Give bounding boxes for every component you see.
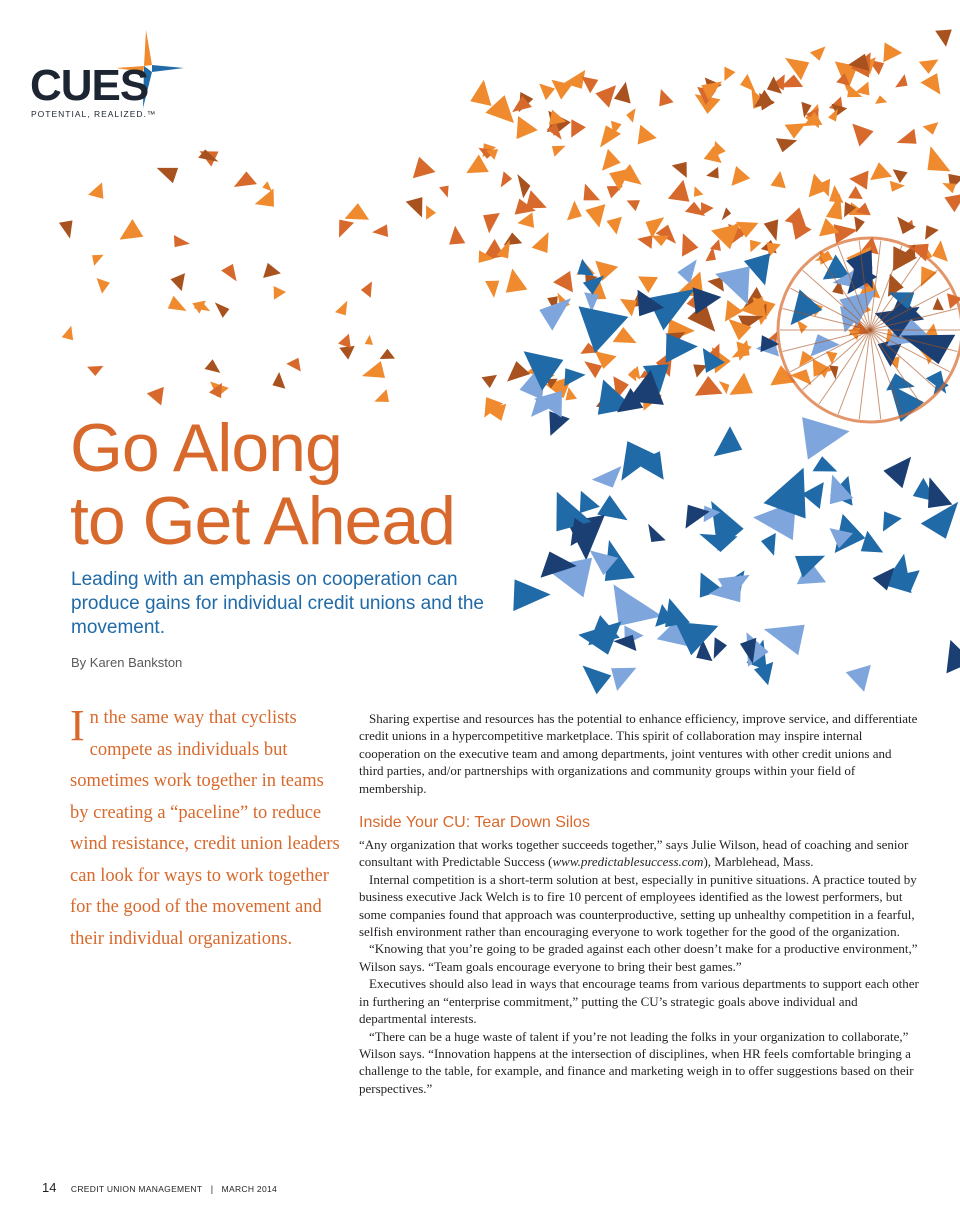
triangle-shard xyxy=(120,219,144,240)
article-deck: Leading with an emphasis on cooperation can produce gains for individual credit unions and the movement. xyxy=(71,569,484,638)
triangle-shard xyxy=(168,296,187,311)
triangle-shard xyxy=(501,171,512,187)
triangle-shard xyxy=(372,224,388,237)
triangle-shard xyxy=(582,77,599,94)
triangle-shard xyxy=(255,189,274,207)
website-link[interactable]: www.predictablesuccess.com xyxy=(552,854,704,870)
triangle-shard xyxy=(699,534,737,552)
page-number: 14 xyxy=(42,1180,57,1195)
body-paragraph-1: Sharing expertise and resources has the potential to enhance efficiency, improve service, and differentiate credit unions in a hypercompetitive marketplace. This spirit of collaboration may inspire internal cooperation on the executive team and among departments, joint ventures with other credit unions and third parties, and/or partnerships with organizations and community groups within your field of membership. xyxy=(359,711,918,796)
triangle-shard xyxy=(580,491,600,513)
triangle-shard xyxy=(637,235,652,249)
triangle-shard xyxy=(925,225,939,240)
triangle-shard xyxy=(338,334,351,349)
triangle-shard xyxy=(97,278,110,294)
triangle-shard xyxy=(517,212,534,228)
logo-wordmark: CUES xyxy=(30,61,149,110)
triangle-shard xyxy=(362,361,385,378)
triangle-shard xyxy=(592,466,622,488)
triangle-shard xyxy=(215,302,230,318)
triangle-shard xyxy=(870,162,892,180)
triangle-shard xyxy=(147,387,164,406)
triangle-shard xyxy=(263,263,281,278)
triangle-shard xyxy=(883,42,902,62)
triangle-shard xyxy=(485,95,514,123)
triangle-shard xyxy=(517,174,530,198)
triangle-shard xyxy=(553,271,573,293)
triangle-shard xyxy=(897,129,917,144)
triangle-shard xyxy=(764,219,779,241)
triangle-shard xyxy=(724,67,735,82)
triangle-shard xyxy=(274,286,286,300)
body-paragraph-3: Internal competition is a short-term solution at best, especially in punitive situations. A practice touted by business executive Jack Welch is to fire 10 percent of employees identified as the lowest performers, but some companies found that approach was counterproductive, setting up unhealthy competition in a fearful, selfish environment rather than encouraging everyone to work together for the good of the organization. xyxy=(359,871,917,940)
triangle-shard xyxy=(205,359,221,373)
cues-logo xyxy=(30,30,190,125)
triangle-shard xyxy=(701,202,714,216)
paragraph-2-start: “Any organization that works together succeeds together,” says Julie Wilson, head of coaching and senior consultant with Predictable Success ( xyxy=(359,837,909,870)
triangle-shard xyxy=(157,168,178,183)
triangle-shard xyxy=(932,240,948,261)
triangle-shard xyxy=(87,366,103,376)
triangle-shard xyxy=(466,155,489,174)
triangle-shard xyxy=(890,384,924,422)
triangle-shard xyxy=(513,579,550,611)
byline: By Karen Bankston xyxy=(71,655,183,670)
triangle-shard xyxy=(776,138,797,152)
triangle-shard xyxy=(890,181,905,192)
triangle-shard xyxy=(406,197,423,217)
triangle-shard xyxy=(171,273,186,291)
triangle-shard xyxy=(764,625,805,656)
triangle-shard xyxy=(802,417,850,460)
triangle-shard xyxy=(706,167,719,179)
title-line-1: Go Along xyxy=(70,410,342,486)
triangle-shard xyxy=(875,95,887,104)
body-paragraph-2 xyxy=(359,836,919,871)
triangle-shard xyxy=(482,375,498,388)
triangle-shard xyxy=(883,511,902,531)
triangle-shard xyxy=(785,123,806,138)
triangle-shard xyxy=(861,531,883,553)
triangle-shard xyxy=(928,477,952,508)
triangle-shard xyxy=(852,124,873,147)
triangle-shard xyxy=(665,598,690,627)
triangle-shard xyxy=(921,266,937,286)
triangle-shard xyxy=(652,236,669,247)
triangle-shard xyxy=(846,665,871,692)
triangle-shard xyxy=(740,74,755,92)
triangle-shard xyxy=(810,46,826,60)
triangle-shard xyxy=(339,346,354,360)
triangle-shard xyxy=(714,426,743,456)
section-subhead: Inside Your CU: Tear Down Silos xyxy=(359,814,590,832)
body-paragraph-5: Executives should also lead in ways that encourage teams from various departments to support each other in furthering an “enterprise commitment,” putting the CU’s strategic goals above individual and departmental interests. xyxy=(359,976,919,1027)
page-footer xyxy=(42,1179,277,1197)
triangle-shard xyxy=(571,119,586,137)
triangle-shard xyxy=(695,376,723,396)
title-line-2: to Get Ahead xyxy=(70,483,455,559)
triangle-shard xyxy=(335,301,347,316)
triangle-shard xyxy=(920,73,940,94)
triangle-shard xyxy=(682,233,698,256)
triangle-shard xyxy=(919,59,939,74)
triangle-shard xyxy=(62,326,73,340)
triangle-shard xyxy=(614,82,631,104)
triangle-shard xyxy=(944,193,960,212)
triangle-shard xyxy=(565,387,577,400)
triangle-shard xyxy=(380,349,395,359)
triangle-shard xyxy=(483,213,500,233)
triangle-shard xyxy=(221,264,237,282)
triangle-shard xyxy=(345,203,370,220)
triangle-shard xyxy=(234,171,257,187)
triangle-shard xyxy=(92,255,104,266)
triangle-shard xyxy=(361,281,372,297)
triangle-shard xyxy=(668,180,690,202)
triangle-shard xyxy=(638,276,658,293)
triangle-shard xyxy=(791,289,823,325)
triangle-shard xyxy=(737,341,752,361)
triangle-shard xyxy=(552,146,566,157)
triangle-shard xyxy=(413,157,436,179)
triangle-shard xyxy=(577,259,594,276)
triangle-shard xyxy=(849,171,868,190)
triangle-shard xyxy=(470,80,491,106)
triangle-shard xyxy=(928,146,951,171)
pull-quote-text: n the same way that cyclists compete as individuals but sometimes work together in teams by creating a “paceline” to reduce wind resistance, credit union leaders can look for ways to work together for the good of the movement and their individual organizations. xyxy=(70,708,340,949)
triangle-shard xyxy=(88,182,103,198)
triangle-shard xyxy=(532,232,549,253)
triangle-shard xyxy=(826,351,837,364)
triangle-shard xyxy=(732,166,751,186)
triangle-shard xyxy=(614,584,663,625)
triangle-shard xyxy=(848,186,863,199)
triangle-shard xyxy=(828,109,838,122)
triangle-shard xyxy=(374,389,389,402)
triangle-shard xyxy=(567,201,582,221)
triangle-shard xyxy=(659,89,673,106)
triangle-shard xyxy=(771,171,786,188)
triangle-shard xyxy=(504,233,523,246)
publication-name: CREDIT UNION MANAGEMENT xyxy=(70,1184,203,1194)
triangle-shard xyxy=(893,169,908,183)
triangle-shard xyxy=(638,125,657,145)
article-title xyxy=(70,412,550,558)
triangle-shard xyxy=(286,358,301,372)
triangle-shard xyxy=(648,524,666,542)
triangle-shard xyxy=(933,298,944,311)
triangle-shard xyxy=(517,116,538,139)
triangle-shard xyxy=(627,200,640,211)
triangle-shard xyxy=(761,533,776,556)
triangle-shard xyxy=(946,640,960,674)
triangle-shard xyxy=(174,235,190,247)
triangle-shard xyxy=(339,220,354,238)
triangle-shard xyxy=(439,186,449,198)
logo-tagline: POTENTIAL, REALIZED.™ xyxy=(31,109,157,119)
triangle-shard xyxy=(802,482,824,509)
triangle-shard xyxy=(714,637,727,659)
footer-separator: | xyxy=(210,1184,214,1194)
triangle-shard xyxy=(564,368,585,386)
triangle-shard xyxy=(611,668,636,691)
triangle-shard xyxy=(272,372,285,389)
triangle-shard xyxy=(666,333,698,363)
triangle-shard xyxy=(262,181,272,191)
article-body xyxy=(359,710,919,1097)
triangle-shard xyxy=(942,183,956,193)
paragraph-2-end: ), Marblehead, Mass. xyxy=(703,854,814,870)
triangle-shard xyxy=(935,30,952,47)
triangle-shard xyxy=(722,207,731,220)
triangle-shard xyxy=(602,149,621,171)
triangle-shard xyxy=(485,281,499,298)
triangle-shard xyxy=(897,217,916,235)
triangle-shard xyxy=(595,85,616,108)
triangle-shard xyxy=(584,184,601,201)
triangle-shard xyxy=(730,373,753,395)
triangle-shard xyxy=(584,361,602,378)
triangle-shard xyxy=(750,240,762,252)
triangle-shard xyxy=(507,361,530,382)
body-paragraph-4: “Knowing that you’re going to be graded against each other doesn’t make for a productive environment,” Wilson says. “Team goals encourage everyone to bring their best games.” xyxy=(359,941,918,974)
triangle-shard xyxy=(583,666,612,695)
triangle-shard xyxy=(426,205,436,219)
triangle-shard xyxy=(449,226,465,245)
triangle-shard xyxy=(813,456,838,471)
triangle-shard xyxy=(895,74,908,87)
body-paragraph-6: “There can be a huge waste of talent if you’re not leading the folks in your organization to collaborate,” Wilson says. “Innovation happens at the intersection of disciplines, when HR feels comfortable bringing a challenge to the table, for example, and finance and marketing weigh in to offer suggestions based on their perspectives.” xyxy=(359,1028,914,1096)
triangle-shard xyxy=(693,364,707,377)
issue-date: MARCH 2014 xyxy=(221,1184,278,1194)
triangle-shard xyxy=(785,58,809,80)
triangle-shard xyxy=(921,502,959,539)
triangle-shard xyxy=(506,269,528,293)
triangle-shard xyxy=(539,84,555,101)
triangle-shard xyxy=(797,320,808,334)
triangle-shard xyxy=(694,186,704,197)
triangle-shard xyxy=(606,217,622,235)
triangle-shard xyxy=(923,122,939,135)
triangle-shard xyxy=(620,299,637,317)
triangle-shard xyxy=(59,220,73,238)
triangle-shard xyxy=(365,335,373,345)
drop-cap: I xyxy=(70,701,85,750)
pull-quote xyxy=(70,703,340,955)
triangle-shard xyxy=(883,457,911,489)
triangle-shard xyxy=(585,204,605,228)
triangle-shard xyxy=(626,108,635,123)
triangle-shard xyxy=(672,162,687,178)
